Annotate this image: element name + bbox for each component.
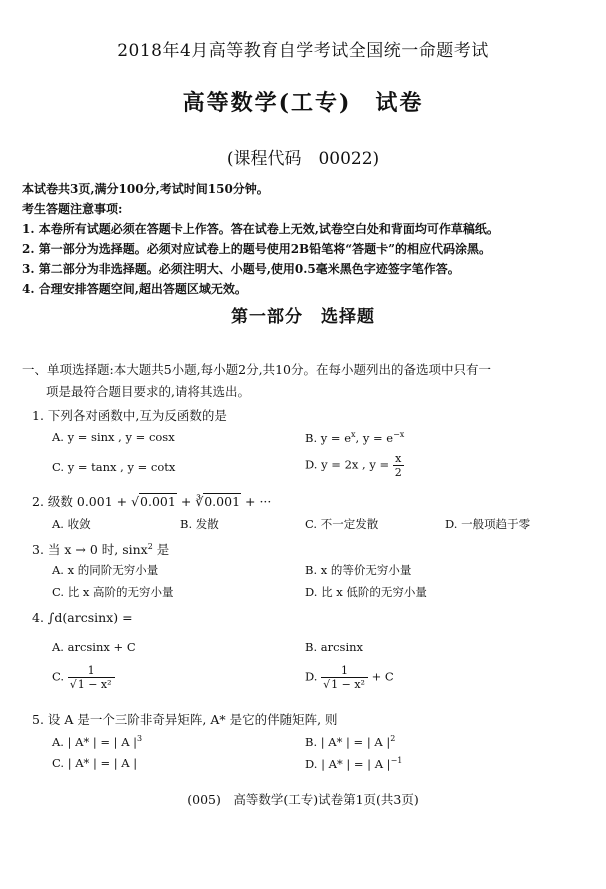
notice-item-2: 2. 第一部分为选择题。必须对应试卷上的题号使用2B铅笔将“答题卡”的相应代码涂黑。 xyxy=(22,242,492,256)
question-1-stem: 1. 下列各对函数中,互为反函数的是 xyxy=(32,408,227,423)
question-4-option-a: A. arcsinx + C xyxy=(52,640,136,654)
question-3-stem: 3. 当 x → 0 时, sinx$^2$ 是 xyxy=(32,541,170,557)
question-5-stem: 5. 设 A 是一个三阶非奇异矩阵, A* 是它的伴随矩阵, 则 xyxy=(32,712,338,727)
notice-heading: 考生答题注意事项: xyxy=(22,202,123,216)
notice-item-1: 1. 本卷所有试题必须在答题卡上作答。答在试卷上无效,试卷空白处和背面均可作草稿纸。 xyxy=(22,222,499,236)
question-4-option-c: C. $\frac{1}{\text{√1 − x²}}$ xyxy=(52,664,115,691)
notice-item-3: 3. 第二部分为非选择题。必须注明大、小题号,使用0.5毫米黑色字迹签字笔作答。 xyxy=(22,262,460,276)
section-title: 第一部分 选择题 xyxy=(231,307,375,327)
question-4-stem: 4. ∫d(arcsinx) = xyxy=(32,610,133,625)
course-code: (课程代码 00022) xyxy=(226,149,380,169)
question-1-option-c: C. y = tanx , y = cotx xyxy=(52,460,176,474)
question-2-option-b: B. 发散 xyxy=(180,517,219,531)
question-3-option-a: A. x 的同阶无穷小量 xyxy=(52,563,159,577)
question-3-option-c: C. 比 x 高阶的无穷小量 xyxy=(52,585,174,599)
question-5-option-d: D. | A* | = | A $|^{-1}$ xyxy=(305,756,403,771)
notice-item-4: 4. 合理安排答题空间,超出答题区域无效。 xyxy=(22,282,247,296)
exam-heading: 2018年4月高等教育自学考试全国统一命题考试 xyxy=(117,41,489,61)
question-2-option-a: A. 收敛 xyxy=(52,517,91,531)
question-2-stem: 2. 级数 0.001 + √0.001 + ∛0.001 + ··· xyxy=(32,494,272,509)
question-1-option-a: A. y = sinx , y = cosx xyxy=(52,430,175,444)
question-1-option-b: B. $y = e^x$, $y = e^{-x}$ xyxy=(305,430,405,445)
part1-instruction-line2: 项是最符合题目要求的,请将其选出。 xyxy=(46,384,250,399)
question-5-option-a: A. | A* | = | A $|^3$ xyxy=(52,734,143,749)
question-3-option-d: D. 比 x 低阶的无穷小量 xyxy=(305,585,427,599)
paper-info: 本试卷共3页,满分100分,考试时间150分钟。 xyxy=(22,182,269,196)
page-footer: (005) 高等数学(工专)试卷第1页(共3页) xyxy=(187,792,419,807)
question-5-option-b: B. | A* | = | A $|^2$ xyxy=(305,734,396,749)
question-2-option-c: C. 不一定发散 xyxy=(305,517,379,531)
part1-instruction-line1: 一、单项选择题:本大题共5小题,每小题2分,共10分。在每小题列出的备选项中只有一 xyxy=(22,362,491,377)
paper-title: 高等数学(工专) 试卷 xyxy=(182,90,424,116)
question-1-option-d: D. y = 2x , y = $\frac{x}{2}$ xyxy=(305,452,402,479)
question-3-option-b: B. x 的等价无穷小量 xyxy=(305,563,412,577)
question-5-option-c: C. | A* | = | A | xyxy=(52,756,138,770)
question-4-option-d: D. $\frac{1}{\text{√1 − x²}}$ + C xyxy=(305,664,394,691)
question-2-option-d: D. 一般项趋于零 xyxy=(445,517,531,531)
question-4-option-b: B. arcsinx xyxy=(305,640,364,654)
